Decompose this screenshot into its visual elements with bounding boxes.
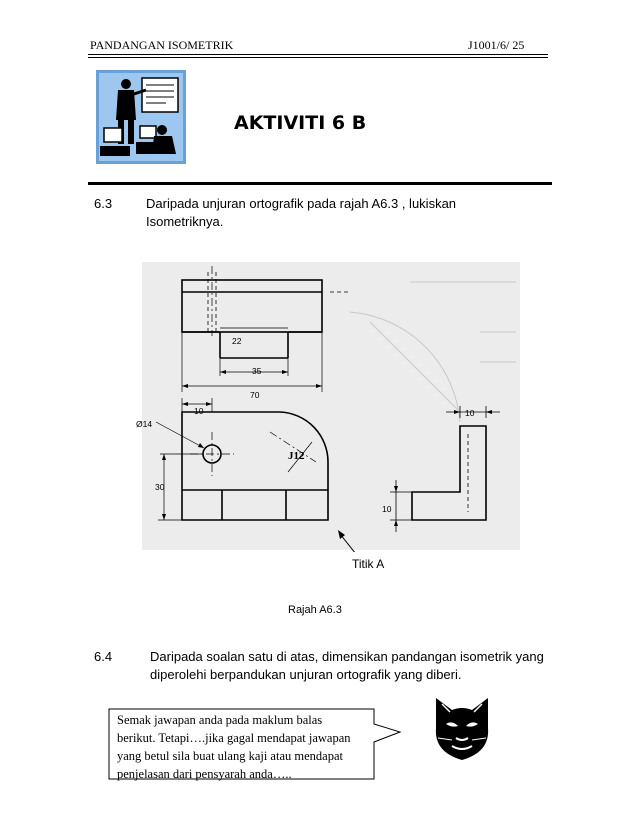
- note-line-3: yang betul sila buat ulang kaji atau mendapat: [117, 749, 343, 763]
- question-number-64: 6.4: [94, 649, 113, 664]
- orthographic-drawing: [120, 262, 520, 552]
- question-number-63: 6.3: [94, 196, 113, 211]
- question-text-63-line1: Daripada unjuran ortografik pada rajah A6.3 , lukiskan: [146, 196, 457, 211]
- dimension-10-right: 10: [465, 408, 475, 418]
- cat-face-icon: [428, 694, 496, 764]
- classroom-clipart: [96, 70, 186, 164]
- titik-a-label: Titik A: [352, 557, 385, 571]
- dimension-30: 30: [155, 482, 165, 492]
- figure-caption: Rajah A6.3: [288, 604, 342, 616]
- note-line-1: Semak jawapan anda pada maklum balas: [117, 713, 323, 727]
- page-title: AKTIVITI 6 B: [234, 112, 367, 134]
- header-rule-double: [88, 57, 548, 58]
- question-text-63-line2: Isometriknya.: [146, 214, 224, 229]
- title-rule: [88, 182, 552, 185]
- question-text-64-line1: Daripada soalan satu di atas, dimensikan pandangan isometrik yang: [150, 649, 544, 664]
- dimension-j12: J12: [288, 450, 305, 462]
- header-rule: [88, 54, 548, 55]
- dimension-22: 22: [232, 336, 242, 346]
- question-text-64-line2: diperolehi berpandukan unjuran ortografik yang diberi.: [150, 667, 462, 682]
- header-right: J1001/6/ 25: [468, 38, 525, 52]
- note-line-4: penjelasan dari pensyarah anda…..: [117, 767, 292, 781]
- note-line-2: berikut. Tetapi….jika gagal mendapat jawapan: [117, 731, 351, 745]
- dimension-10-bottom: 10: [382, 504, 392, 514]
- dimension-10-left: 10: [194, 406, 204, 416]
- header-left: PANDANGAN ISOMETRIK: [90, 38, 234, 52]
- dimension-35: 35: [252, 366, 262, 376]
- dimension-diameter-14: Ø14: [136, 419, 153, 429]
- dimension-70: 70: [250, 390, 260, 400]
